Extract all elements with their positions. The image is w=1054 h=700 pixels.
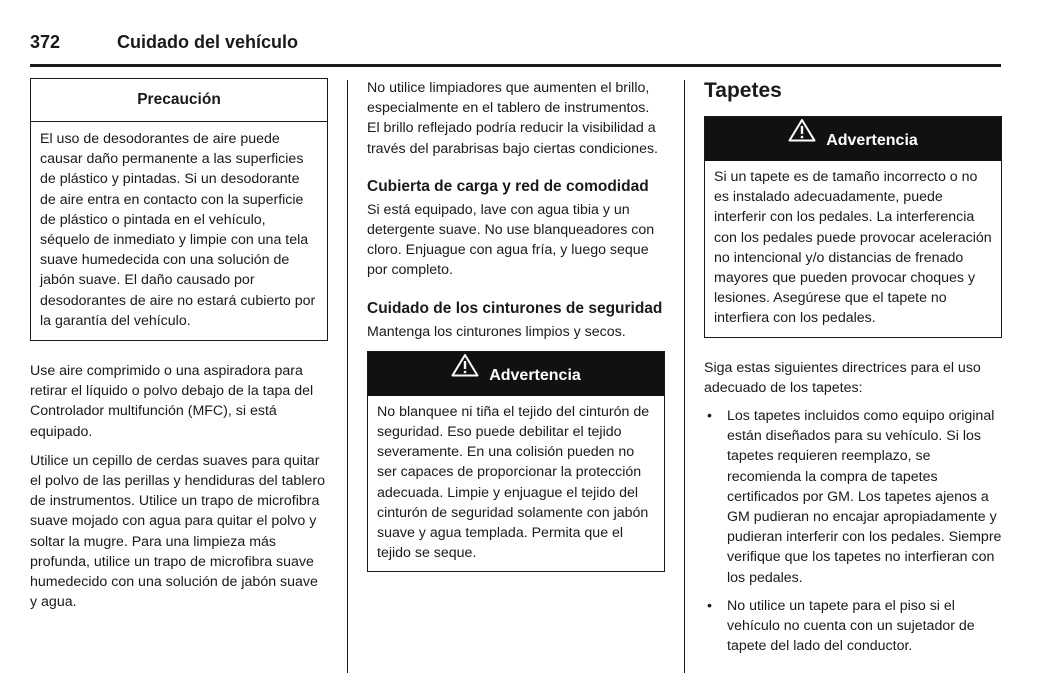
section-heading-seat-belts: Cuidado de los cinturones de seguridad <box>367 299 663 317</box>
list-item <box>704 596 1002 657</box>
floor-mat-guidelines-list <box>704 406 1002 656</box>
caution-box <box>30 78 328 341</box>
paragraph-cargo-cover: Si está equipado, lave con agua tibia y un detergente suave. No use blanqueadores con cloro. Enjuague con agua fría, y luego seque por completo. <box>367 201 655 279</box>
column-right <box>704 78 1002 656</box>
section-heading-cargo-cover: Cubierta de carga y red de comodidad <box>367 177 649 195</box>
paragraph-compressed-air: Use aire comprimido o una aspiradora para retirar el líquido o polvo debajo de la tapa del Controlador multifunción (MFC), si está equipado. <box>30 363 314 440</box>
list-item-text: No utilice un tapete para el piso si el vehículo no cuenta con un sujetador de tapete del lado del conductor. <box>727 597 975 655</box>
warning-triangle-icon <box>451 349 479 397</box>
warning-text-seat-belts: No blanquee ni tiña el tejido del cinturón de seguridad. Eso puede debilitar el tejido severamente. En una colisión pueden no ser capaces de proporcionar la protección adecuada. Limpie y enjuague el tejido del cinturón de seguridad solamente con jabón suave y agua templada. Permita que el tejido se seque. <box>377 403 650 562</box>
paragraph-no-gloss-cleaners: No utilice limpiadores que aumenten el brillo, especialmente en el tablero de instrumentos. El brillo reflejado podría reducir la visibilidad a través del parabrisas bajo ciertas condiciones. <box>367 80 658 157</box>
warning-box-seat-belts <box>367 351 665 573</box>
warning-box-floor-mats <box>704 116 1002 338</box>
list-item-text: Los tapetes incluidos como equipo original están diseñados para su vehículo. Si los tapetes requieren reemplazo, se recomienda la compra de tapetes certificados por GM. Los tapetes ajenos a GM pudieran no encajar apropiadamente y pudieran interferir con los pedales. Siempre verifique que los tapetes no interfieran con los pedales. <box>727 408 1002 586</box>
bullet-icon: • <box>707 597 712 614</box>
column-left <box>30 78 328 612</box>
column-divider-right <box>684 80 685 673</box>
bullet-icon: • <box>707 408 712 425</box>
paragraph-soft-brush: Utilice un cepillo de cerdas suaves para quitar el polvo de las perillas y hendiduras del tablero de instrumentos. Utilice un trapo de microfibra suave mojado con agua para quitar el polvo y soltar la mugre. Para una limpieza más profunda, utilice un trapo de microfibra suave humedecido con una solución de jabón suave y agua. <box>30 452 325 611</box>
warning-header <box>705 117 1001 161</box>
column-middle <box>367 78 665 572</box>
paragraph-floor-mat-guidelines: Siga estas siguientes directrices para el uso adecuado de los tapetes: <box>704 359 981 396</box>
caution-title: Precaución <box>31 79 327 122</box>
page-title: Cuidado del vehículo <box>117 32 299 52</box>
warning-header <box>368 352 664 396</box>
list-item <box>704 406 1002 588</box>
page-header <box>30 30 1001 67</box>
warning-text-floor-mats: Si un tapete es de tamaño incorrecto o no es instalado adecuadamente, puede interferir con los pedales. La interferencia con los pedales puede provocar aceleración no intencional y/o distancias de frenado mayores que pueden provocar choques y lesiones. Asegúrese que el tapete no interfiera con los pedales. <box>714 169 992 327</box>
warning-triangle-icon <box>788 114 816 162</box>
warning-title: Advertencia <box>489 366 581 384</box>
topic-heading-floor-mats: Tapetes <box>704 79 782 102</box>
warning-title: Advertencia <box>826 132 918 149</box>
page-number: 372 <box>30 32 61 52</box>
column-divider-left <box>347 80 348 673</box>
caution-text: El uso de desodorantes de aire puede causar daño permanente a las superficies de plástico y pintadas. Si un desodorante de aire entra en contacto con la superficie de plástico o pintada en el vehículo, séquelo de inmediato y limpie con una tela suave humedecida con una solución de jabón suave. El daño causado por desodorantes de aire no estará cubierto por la garantía del vehículo. <box>40 131 316 329</box>
paragraph-seat-belts: Mantenga los cinturones limpios y secos. <box>367 323 626 340</box>
